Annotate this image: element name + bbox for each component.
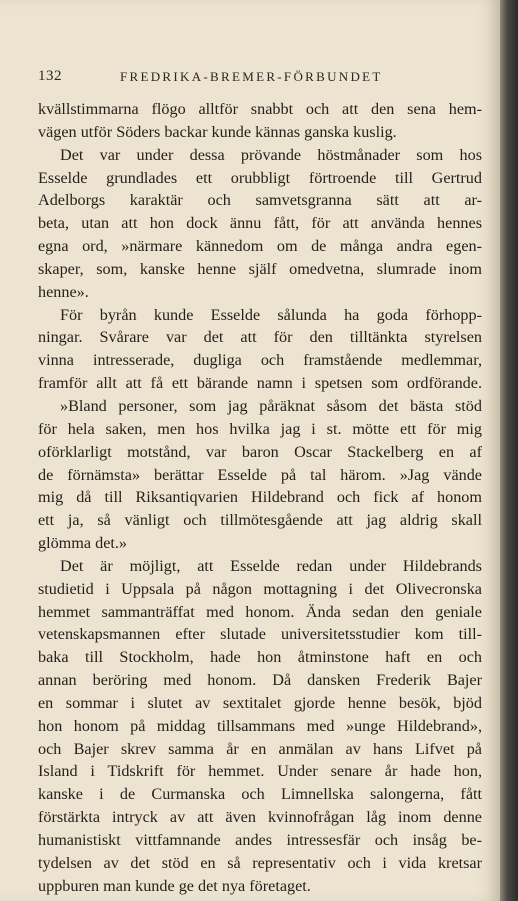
text-line: de förnämsta» berättar Esselde på tal härom. »Jag vände	[38, 465, 482, 484]
text-line: en sommar i slutet av sextitalet gjorde henne besök, bjöd	[38, 693, 482, 712]
text-line: hon honom på middag tillsammans med »unge Hildebrand»,	[38, 716, 482, 735]
text-line: för hela saken, men hos hvilka jag i st. mötte ett för mig	[38, 419, 482, 438]
text-line: Esselde grundlades ett orubbligt förtroende till Gertrud	[38, 168, 482, 187]
text-line: uppburen man kunde ge det nya företaget.	[38, 876, 311, 895]
book-title: FREDRIKA-BREMER-FÖRBUNDET	[120, 69, 383, 84]
text-line: För byrån kunde Esselde sålunda ha goda förhopp-	[60, 305, 482, 324]
text-line: humanistiskt vittfamnande andes intressesfär och insåg be-	[38, 831, 482, 849]
text-line: mig då till Riksantiqvarien Hildebrand och fick af honom	[38, 488, 482, 507]
text-line: förstärkta intryck av att även kvinnofrågan låg inom denne	[38, 808, 482, 827]
text-line: egna ord, »närmare kännedom om de många andra egen-	[38, 237, 482, 256]
text-line: ett ja, så vänligt och tillmötesgående att jag aldrig skall	[38, 511, 482, 530]
text-line: kanske i de Curmanska och Limnellska salongerna, fått	[38, 785, 482, 804]
text-line: Adelborgs karaktär och samvetsgranna sätt att ar-	[38, 191, 482, 210]
text-line: Det är möjligt, att Esselde redan under Hildebrands	[60, 556, 482, 575]
text-line: oförklarligt motstånd, var baron Oscar Stackelberg en af	[38, 442, 482, 461]
text-line: »Bland personer, som jag påräknat såsom det bästa stöd	[60, 396, 482, 415]
text-line: henne».	[38, 282, 89, 301]
page-number: 132	[38, 68, 62, 84]
text-line: tydelsen av det stöd en så representativ och i vida kretsar	[38, 853, 482, 872]
text-line: Det var under dessa prövande höstmånader som hos	[60, 145, 482, 164]
text-line: ningar. Svårare var det att för den tilltänkta styrelsen	[38, 328, 482, 347]
text-line: baka till Stockholm, hade hon åtminstone haft en och	[38, 648, 482, 667]
text-line: glömma det.»	[38, 534, 128, 553]
text-line: kvällstimmarna flögo alltför snabbt och att den sena hem-	[38, 100, 482, 118]
text-line: beta, utan att hon dock ännu fått, för att använda hennes	[38, 214, 482, 233]
body-text	[38, 98, 482, 898]
text-line: annan beröring med honom. Då dansken Frederik Bajer	[38, 671, 482, 690]
text-line: vinna intresserade, dugliga och framstående medlemmar,	[38, 351, 482, 370]
text-line: och Bajer skrev samma år en anmälan av hans Lifvet på	[38, 739, 482, 758]
page-edge-shadow	[500, 0, 518, 901]
text-line: vägen utför Söders backar kunde kännas ganska kuslig.	[38, 122, 397, 141]
text-line: Island i Tidskrift för hemmet. Under senare år hade hon,	[38, 762, 482, 781]
text-line: skaper, som, kanske henne själf omedvetna, slumrade inom	[38, 259, 482, 278]
running-header	[38, 68, 483, 88]
text-line: hemmet sammanträffat med honom. Ända sedan den geniale	[38, 602, 482, 621]
text-line: vetenskapsmannen efter slutade universitetsstudier kom till-	[38, 625, 482, 644]
text-line: studietid i Uppsala på någon mottagning i det Olivecronska	[38, 579, 482, 598]
text-line: framför allt att få ett bärande namn i spetsen som ordförande.	[38, 374, 482, 393]
